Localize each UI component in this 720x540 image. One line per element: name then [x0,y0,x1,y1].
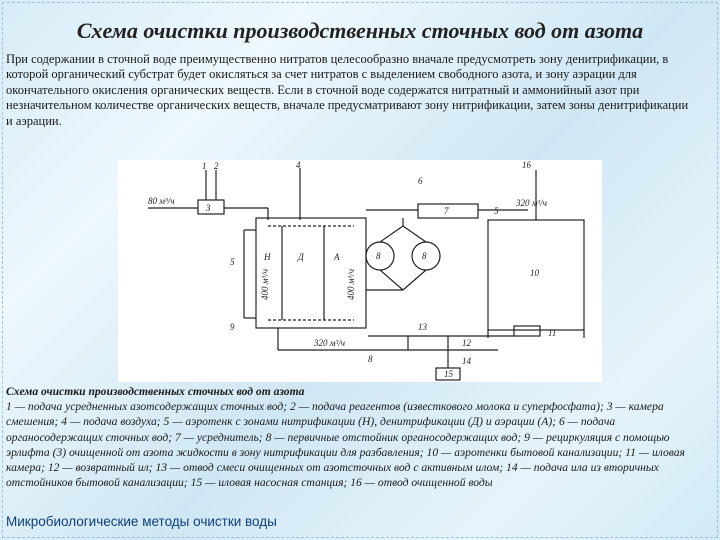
caption-legend: 1 — подача усредненных азотсодержащих сточных вод; 2 — подача реагентов (известкового молока и суперфосфата); 3 — камера смешения; 4 — подача воздуха; 5 — аэротенк с зонами нитрификации (Н), денитрификации (Д) и аэрации (А); 6 — подача органосодержащих сточных вод; 7 — усреднитель; 8 — первичные отстойник органосодержащих вод; 9 — рециркуляция с помощью эрлифта (3) очищенной от азота жидкости в зону нитрификации для разбавления; 10 — аэротенки бытовой канализации; 11 — иловая камера; 12 — возвратный ил; 13 — отвод смеси очищенных от азотсточных вод с активным илом; 14 — подача ила из вторичных отстойников бытовой канализации; 15 — иловая насосная станция; 16 — отвод очищенной воды [6,400,685,490]
caption-title: Схема очистки производственных сточных вод от азота [6,385,305,398]
label-zone-N: Н [264,252,271,262]
label-flow-v1: 400 м³/ч [260,269,270,300]
mixing-chamber-3 [198,200,224,214]
label-zone-D: Д [298,252,304,262]
label-7: 7 [444,206,449,216]
label-zone-A: А [334,252,340,262]
label-flow-bottom: 320 м³/ч [314,338,345,348]
label-5a: 5 [230,257,235,267]
scheme-svg [118,160,602,382]
label-8b: 8 [422,251,427,261]
label-2: 2 [214,161,219,171]
label-16: 16 [522,160,531,170]
intro-paragraph: При содержании в сточной воде преимущественно нитратов целесообразно вначале предусмотреть зону денитрификации, в которой органический субстрат будет окисляться за счет нитратов с выделением свободного азота, и зону аэрации для окончательного окисления органических веществ. Если в сточной воде содержатся нитратный и аммонийный азот при незначительном количестве органических веществ, вначале предусматривают зону нитрификации, затем зоны денитрификации и аэрации. [6,52,689,128]
label-10: 10 [530,268,539,278]
figure-caption [6,384,706,490]
label-14: 14 [462,356,471,366]
label-3: 3 [206,203,211,213]
label-15: 15 [444,369,453,379]
label-flow-v2: 400 м³/ч [346,269,356,300]
sludge-chamber-11 [514,326,540,336]
label-12: 12 [462,338,471,348]
label-11: 11 [548,328,557,338]
label-8c: 8 [368,354,373,364]
label-6: 6 [418,176,423,186]
label-1: 1 [202,161,207,171]
slide-footer: Микробиологические методы очистки воды [6,514,277,529]
treatment-scheme-diagram [118,160,602,382]
label-4: 4 [296,160,301,170]
label-flow-in: 80 м³/ч [148,196,175,206]
slide-title: Схема очистки производственных сточных вод от азота [76,18,644,43]
label-9: 9 [230,322,235,332]
label-flow-out: 320 м³/ч [516,198,547,208]
label-8a: 8 [376,251,381,261]
label-5b: 5 [494,206,499,216]
label-13: 13 [418,322,427,332]
